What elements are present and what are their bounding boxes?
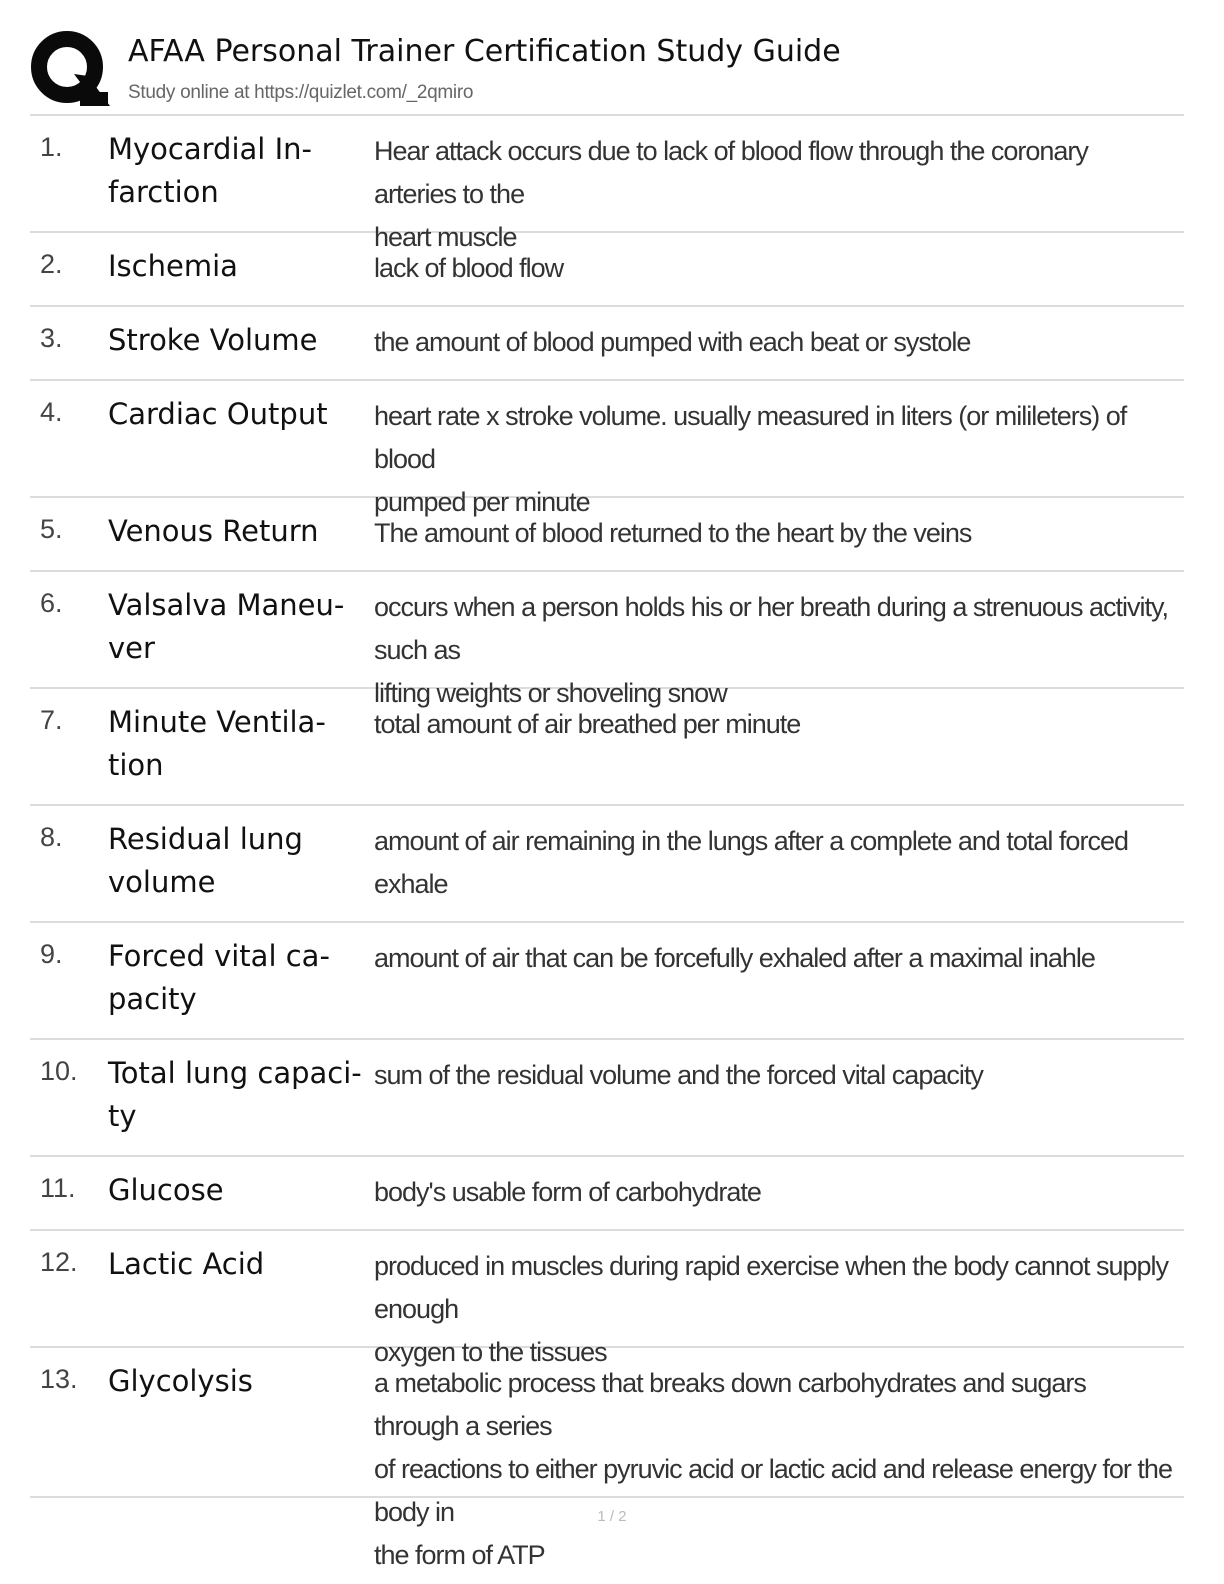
term-name (108, 245, 370, 288)
term-row (30, 307, 1184, 381)
term-name-line: ty (108, 1099, 137, 1133)
term-definition (374, 703, 1174, 746)
term-number: 1. (40, 132, 63, 162)
term-number: 11. (40, 1173, 76, 1203)
study-link-text: Study online at https://quizlet.com/_2qmiro (128, 82, 474, 103)
term-row (30, 806, 1184, 923)
term-number: 9. (40, 939, 63, 969)
term-number: 5. (40, 514, 63, 544)
definition-line: produced in muscles during rapid exercise when the body cannot supply enough (374, 1251, 1169, 1324)
term-name-line: Forced vital ca- (108, 939, 330, 973)
term-row (30, 233, 1184, 307)
term-definition (374, 937, 1174, 980)
term-name (108, 584, 370, 670)
term-name (108, 510, 370, 553)
term-number: 2. (40, 249, 63, 279)
definition-line: lifting weights or shoveling snow (374, 678, 727, 708)
term-number: 12. (40, 1247, 78, 1277)
term-row (30, 1157, 1184, 1231)
page-number: 1 / 2 (597, 1508, 627, 1525)
term-row (30, 1231, 1184, 1367)
term-name-line: Glycolysis (108, 1364, 253, 1398)
term-name-line: Lactic Acid (108, 1247, 265, 1281)
term-name-line: Total lung capaci- (108, 1056, 362, 1090)
definition-line: body's usable form of carbohydrate (374, 1177, 761, 1207)
term-name-line: Cardiac Output (108, 397, 328, 431)
term-name (108, 1052, 370, 1138)
definition-line: occurs when a person holds his or her breath during a strenuous activity, such as (374, 592, 1168, 665)
term-row (30, 923, 1184, 1040)
term-definition (374, 321, 1174, 364)
term-definition (374, 247, 1174, 290)
term-name (108, 935, 370, 1021)
term-name-line: Ischemia (108, 249, 238, 283)
term-name (108, 128, 370, 214)
term-name (108, 1360, 370, 1403)
term-name-line: volume (108, 865, 216, 899)
term-list (30, 114, 1184, 1570)
definition-line: amount of air that can be forcefully exhaled after a maximal inahle (374, 943, 1095, 973)
term-row (30, 381, 1184, 517)
term-number: 6. (40, 588, 63, 618)
term-name-line: Myocardial In- (108, 132, 312, 166)
term-row (30, 572, 1184, 708)
term-name-line: ver (108, 631, 155, 665)
quizlet-q-logo-icon (30, 30, 110, 110)
term-number: 4. (40, 397, 63, 427)
term-definition (374, 1171, 1174, 1214)
definition-line: total amount of air breathed per minute (374, 709, 801, 739)
term-row (30, 116, 1184, 252)
term-row (30, 689, 1184, 806)
definition-line: the form of ATP (374, 1540, 545, 1570)
definition-line: amount of air remaining in the lungs after a complete and total forced exhale (374, 826, 1128, 899)
definition-line: lack of blood flow (374, 253, 564, 283)
term-name-line: pacity (108, 982, 197, 1016)
header (30, 30, 1184, 114)
definition-line: of reactions to either pyruvic acid or lactic acid and release energy for the body in (374, 1454, 1172, 1527)
definition-line: heart muscle (374, 222, 517, 252)
term-row (30, 1040, 1184, 1157)
term-definition (374, 1054, 1174, 1097)
page-title: AFAA Personal Trainer Certification Study Guide (128, 34, 841, 69)
term-name-line: Residual lung (108, 822, 303, 856)
definition-line: Hear attack occurs due to lack of blood flow through the coronary arteries to the (374, 136, 1088, 209)
term-name (108, 319, 370, 362)
term-definition (374, 820, 1174, 906)
definition-line: heart rate x stroke volume. usually measured in liters (or milileters) of blood (374, 401, 1127, 474)
term-name-line: Glucose (108, 1173, 224, 1207)
term-number: 10. (40, 1056, 78, 1086)
definition-line: the amount of blood pumped with each beat or systole (374, 327, 971, 357)
term-row (30, 498, 1184, 572)
term-definition (374, 512, 1174, 555)
term-name-line: Valsalva Maneu- (108, 588, 345, 622)
term-name-line: Stroke Volume (108, 323, 318, 357)
term-definition (374, 1362, 1174, 1577)
definition-line: pumped per minute (374, 487, 590, 517)
term-name-line: farction (108, 175, 219, 209)
term-number: 13. (40, 1364, 78, 1394)
definition-line: The amount of blood returned to the heart by the veins (374, 518, 972, 548)
term-name (108, 818, 370, 904)
definition-line: oxygen to the tissues (374, 1337, 607, 1367)
definition-line: a metabolic process that breaks down carbohydrates and sugars through a series (374, 1368, 1086, 1441)
term-number: 8. (40, 822, 63, 852)
term-name (108, 701, 370, 787)
term-number: 3. (40, 323, 63, 353)
term-name-line: tion (108, 748, 164, 782)
term-name (108, 1243, 370, 1286)
definition-line: sum of the residual volume and the forced vital capacity (374, 1060, 983, 1090)
term-name-line: Venous Return (108, 514, 319, 548)
term-name-line: Minute Ventila- (108, 705, 326, 739)
term-name (108, 393, 370, 436)
term-number: 7. (40, 705, 63, 735)
term-name (108, 1169, 370, 1212)
